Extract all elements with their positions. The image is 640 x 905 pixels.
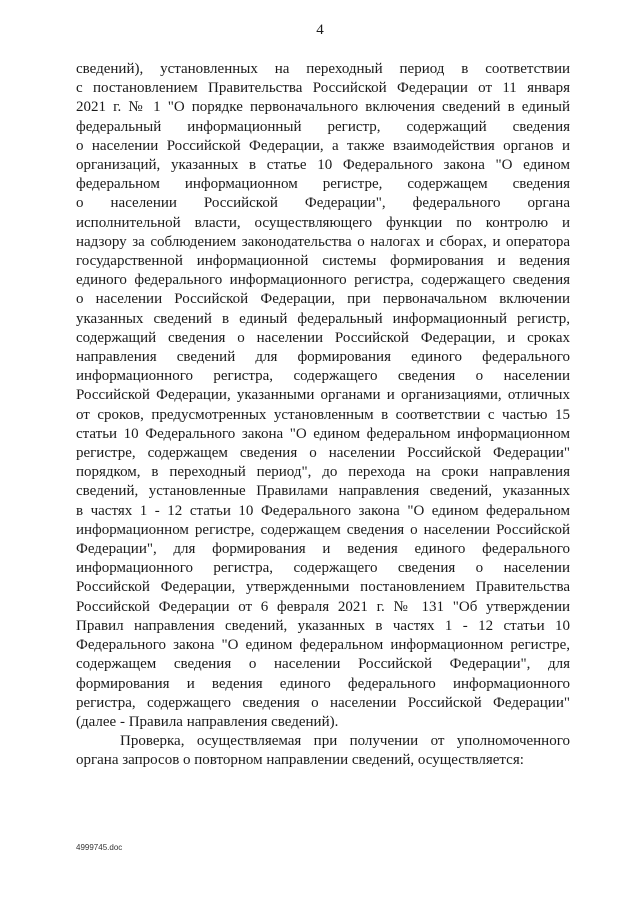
text-line: Проверка, осуществляемая при получении от уполномоченного (120, 733, 570, 750)
text-line: в частях 1 - 12 статьи 10 Федерального закона "О едином федеральном (76, 502, 570, 519)
text-line: направления сведений для формирования единого федерального (76, 349, 570, 366)
text-line: надзору за соблюдением законодательства о налогах и сборах, и оператора (76, 233, 570, 250)
text-line: федеральный информационный регистр, содержащий сведения (76, 118, 570, 135)
text-line: Правил направления сведений, указанных в частях 1 - 12 статьи 10 (76, 617, 570, 634)
paragraph (76, 732, 570, 770)
text-line: сведений), установленных на переходный период в соответствии (76, 61, 570, 77)
text-line: регистре, содержащем сведения о населении Российской Федерации" (76, 445, 570, 462)
text-line: сведений, установленные Правилами направления сведений, указанных (76, 483, 570, 500)
paragraph (76, 60, 570, 732)
text-line: о населении Российской Федерации, а также взаимодействия органов и (76, 137, 570, 154)
text-line: от сроков, предусмотренных установленным в соответствии с частью 15 (76, 406, 570, 423)
text-line: о населении Российской Федерации", федерального органа (76, 195, 570, 212)
text-line: федеральном информационном регистре, содержащем сведения (76, 176, 570, 193)
text-line: информационного регистра, содержащего сведения о населении (76, 368, 570, 385)
text-line: статьи 10 Федерального закона "О едином федеральном информационном (76, 425, 570, 442)
text-line: Федерального закона "О едином федеральном информационном регистре, (76, 637, 570, 654)
text-line: Российской Федерации, указанными органами и организациями, отличных (76, 387, 570, 404)
text-line: Федерации", для формирования и ведения единого федерального (76, 541, 570, 558)
text-line: государственной информационной системы формирования и ведения (76, 253, 570, 270)
page-number: 4 (316, 22, 324, 38)
text-line: содержащий сведения о населении Российской Федерации, и сроках (76, 329, 570, 346)
text-line: организаций, указанных в статье 10 Федерального закона "О едином (76, 157, 570, 174)
text-line: формирования и ведения единого федерального информационного (76, 675, 570, 692)
document-file-id: 4999745.doc (76, 843, 123, 852)
text-line: 2021 г. № 1 "О порядке первоначального включения сведений в единый (76, 99, 570, 116)
text-line: регистра, содержащего сведения о населении Российской Федерации" (76, 694, 570, 711)
text-line: Российской Федерации, утвержденными постановлением Правительства (76, 579, 570, 596)
text-line: Российской Федерации от 6 февраля 2021 г. № 131 "Об утверждении (76, 598, 570, 615)
document-body (76, 60, 570, 771)
text-line: указанных сведений в единый федеральный информационный регистр, (76, 310, 570, 327)
text-line: единого федерального информационного регистра, содержащего сведения (76, 272, 570, 289)
text-line: с постановлением Правительства Российской Федерации от 11 января (76, 80, 570, 97)
text-line: информационного регистра, содержащего сведения о населении (76, 560, 570, 577)
text-line: органа запросов о повторном направлении сведений, осуществляется: (76, 752, 524, 769)
text-line: порядком, в переходный период", до перехода на сроки направления (76, 464, 570, 481)
text-line: о населении Российской Федерации, при первоначальном включении (76, 291, 570, 308)
text-line: содержащем сведения о населении Российской Федерации", для (76, 656, 570, 673)
text-line: информационном регистре, содержащем сведения о населении Российской (76, 521, 570, 538)
text-line: исполнительной власти, осуществляющего функции по контролю и (76, 214, 570, 231)
text-line: (далее - Правила направления сведений). (76, 713, 339, 730)
